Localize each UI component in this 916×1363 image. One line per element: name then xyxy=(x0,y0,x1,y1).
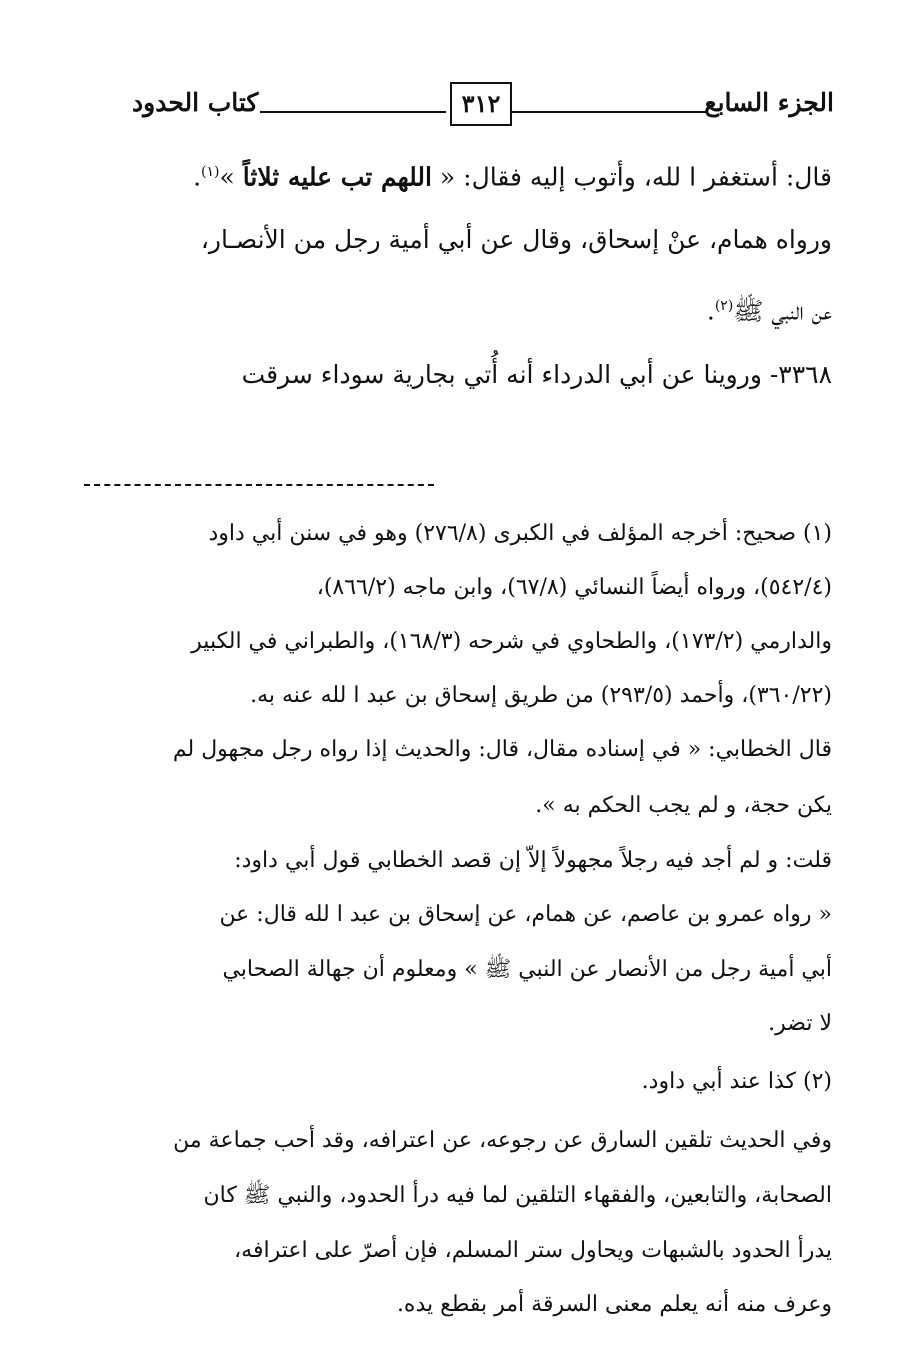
body-text: » xyxy=(219,162,243,192)
header-rule-left xyxy=(260,111,446,113)
book-title: كتاب الحدود xyxy=(132,88,259,117)
hadith-3368-line: ٣٣٦٨- وروينا عن أبي الدرداء أنه أُتي بجارية سوداء سرقت xyxy=(241,360,832,389)
footnote-ref-1: (١) xyxy=(201,164,220,180)
body-text: . xyxy=(706,296,715,326)
footnote-line: (٥٤٢/٤)، ورواه أيضاً النسائي (٦٧/٨)، وابن ماجه (٨٦٦/٢)، xyxy=(316,575,832,600)
body-line-3 xyxy=(707,286,832,331)
footnote-line: « رواه عمرو بن عاصم، عن همام، عن إسحاق بن عبد ا لله قال: عن xyxy=(219,902,832,927)
footnote-line: لا تضر. xyxy=(768,1011,832,1036)
page-header xyxy=(110,82,834,130)
footnote-line: (٣٦٠/٢٢)، وأحمد (٢٩٣/٥) من طريق إسحاق بن عبد ا لله عنه به. xyxy=(250,683,832,708)
footnote-line: يدرأ الحدود بالشبهات ويحاول ستر المسلم، فإن أصرّ على اعترافه، xyxy=(234,1238,832,1263)
footnote-line: (٢) كذا عند أبي داود. xyxy=(641,1069,832,1094)
page-number: ٣١٢ xyxy=(450,82,512,126)
footnote-line: أبي أمية رجل من الأنصار عن النبي ﷺ » ومعلوم أن جهالة الصحابي xyxy=(222,957,832,982)
footnote-line: يكن حجة، و لم يجب الحكم به ». xyxy=(535,793,832,818)
body-text: قال: أستغفر ا لله، وأتوب إليه فقال: « xyxy=(431,162,832,192)
footnote-line: والدارمي (١٧٣/٢)، والطحاوي في شرحه (١٦٨/٣)، والطبراني في الكبير xyxy=(191,629,832,654)
body-text: عن النبي ﷺ xyxy=(733,296,832,326)
footnote-ref-2: (٢) xyxy=(714,298,734,314)
body-line-1 xyxy=(193,152,832,197)
footnote-line: (١) صحيح: أخرجه المؤلف في الكبرى (٢٧٦/٨) وهو في سنن أبي داود xyxy=(208,521,832,546)
footnote-line: قلت: و لم أجد فيه رجلاً مجهولاً إلاّ إن قصد الخطابي قول أبي داود: xyxy=(234,848,832,873)
quoted-prayer: اللهم تب عليه ثلاثاً xyxy=(242,162,432,192)
footnote-line: وعرف منه أنه يعلم معنى السرقة أمر بقطع يده. xyxy=(396,1292,832,1317)
volume-label: الجزء السابع xyxy=(704,88,834,117)
footnote-separator xyxy=(84,484,434,486)
body-text: . xyxy=(193,162,202,192)
footnote-line: وفي الحديث تلقين السارق عن رجوعه، عن اعترافه، وقد أحب جماعة من xyxy=(173,1128,832,1153)
footnote-line: الصحابة، والتابعين، والفقهاء التلقين لما فيه درأ الحدود، والنبي ﷺ كان xyxy=(203,1183,832,1208)
header-rule-right xyxy=(512,111,708,113)
body-line-2: ورواه همام، عنْ إسحاق، وقال عن أبي أمية رجل من الأنصـار، xyxy=(200,225,832,254)
footnote-line: قال الخطابي: « في إسناده مقال، قال: والحديث إذا رواه رجل مجهول لم xyxy=(172,737,832,762)
